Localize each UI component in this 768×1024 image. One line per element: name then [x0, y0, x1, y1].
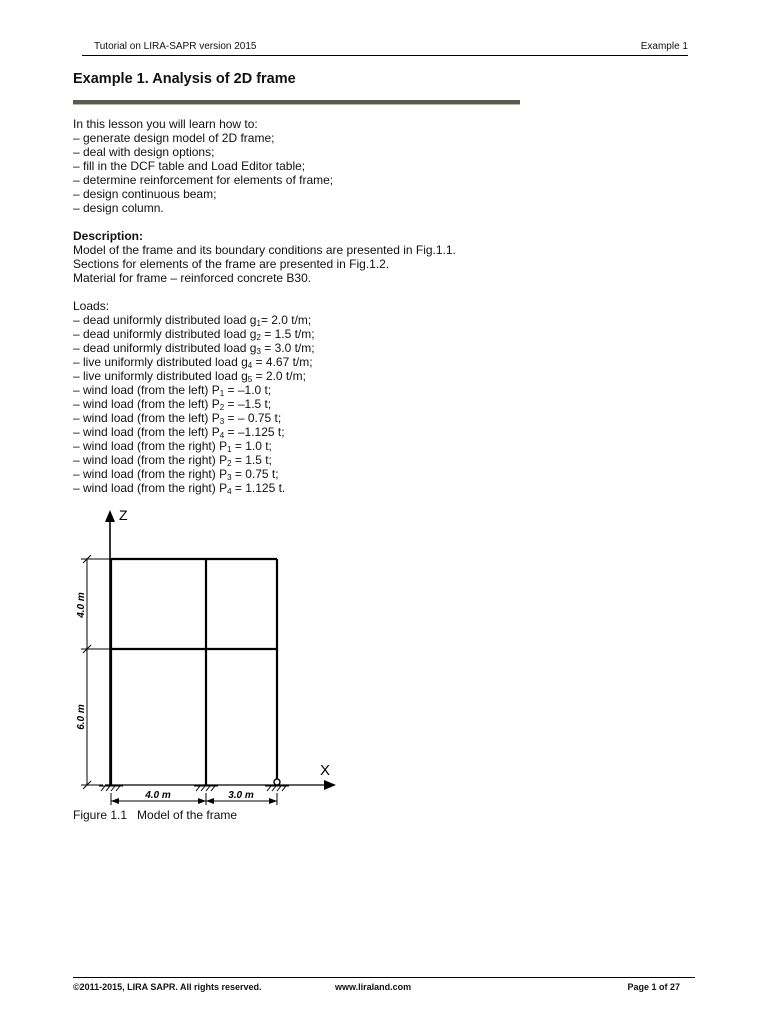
intro-line: – fill in the DCF table and Load Editor table;: [73, 159, 306, 173]
load-item: – wind load (from the left) $P_4 = -1.125$ t;: [73, 425, 285, 440]
intro-line: In this lesson you will learn how to:: [73, 117, 258, 131]
description-line: Model of the frame and its boundary conditions are presented in Fig.1.1.: [73, 243, 456, 257]
load-item: – wind load (from the left) $P_1 = -1.0$ t;: [73, 383, 272, 398]
dim-label-left-span: 4.0 m: [145, 790, 171, 801]
intro-line: – determine reinforcement for elements of frame;: [73, 173, 334, 187]
load-item: – wind load (from the right) $P_2 = 1.5$ t;: [73, 453, 272, 468]
loads-list: [73, 313, 315, 495]
load-item: – wind load (from the left) $P_3$ = – 0.75 t;: [73, 411, 282, 426]
description-line: Material for frame – reinforced concrete B30.: [73, 271, 312, 285]
header-section: Example 1: [640, 41, 688, 52]
footer-website-link[interactable]: www.liraland.com: [335, 982, 412, 992]
intro-line: – deal with design options;: [73, 145, 215, 159]
vertical-dimension: [81, 555, 111, 789]
dim-label-right-span: 3.0 m: [228, 790, 254, 801]
x-axis-label: X: [320, 762, 331, 779]
figure-caption: [73, 808, 237, 822]
header-title: Tutorial on LIRA-SAPR version 2015: [94, 41, 257, 52]
figure-caption-text: Model of the frame: [137, 808, 238, 822]
dim-label-top: 4.0 m: [76, 592, 87, 618]
dim-arrow: [111, 798, 119, 804]
page-title: Example 1. Analysis of 2D frame: [73, 71, 296, 87]
z-axis-arrow: [105, 510, 115, 522]
description-heading: Description:: [73, 229, 144, 243]
loads-block: [73, 299, 315, 495]
load-item: – wind load (from the left) $P_2 = -1.5$ t;: [73, 397, 272, 412]
fixed-support-left: [99, 786, 123, 791]
dim-label-bottom: 6.0 m: [76, 704, 87, 730]
load-item: – dead uniformly distributed load $g_2 = 1.5$ t/m;: [73, 327, 315, 342]
dim-arrow: [206, 798, 214, 804]
intro-line: – design column.: [73, 201, 164, 215]
intro-line: – generate design model of 2D frame;: [73, 131, 275, 145]
intro-block: [73, 117, 333, 215]
description-block: [73, 229, 456, 285]
page-footer: [73, 977, 695, 996]
dim-arrow: [198, 798, 206, 804]
load-item: – dead uniformly distributed load $g_1= 2.0$ t/m;: [73, 313, 312, 328]
load-item: – wind load (from the right) $P_3 = 0.75$ t;: [73, 467, 279, 482]
description-line: Sections for elements of the frame are presented in Fig.1.2.: [73, 257, 390, 271]
dim-arrow: [269, 798, 277, 804]
load-item: – wind load (from the right) $P_4 = 1.125$ t.: [73, 481, 286, 496]
load-item: – dead uniformly distributed load $g_3 = 3.0$ t/m;: [73, 341, 315, 356]
frame-figure: [73, 505, 373, 810]
load-item: – live uniformly distributed load $g_4 = 4.67$ t/m;: [73, 355, 313, 370]
x-axis-arrow: [324, 780, 336, 790]
page-header: [82, 41, 688, 56]
load-item: – wind load (from the right) $P_1 = 1.0$ t;: [73, 439, 272, 454]
fixed-support-middle: [194, 786, 218, 791]
z-axis-label: Z: [119, 507, 128, 523]
title-rule: [73, 100, 520, 105]
footer-page-number: Page 1 of 27: [627, 982, 680, 992]
intro-line: – design continuous beam;: [73, 187, 217, 201]
figure-caption-number: Figure 1.1: [73, 808, 128, 822]
load-item: – live uniformly distributed load $g_5 = 2.0$ t/m;: [73, 369, 306, 384]
footer-copyright: ©2011-2015, LIRA SAPR. All rights reserved.: [73, 982, 262, 992]
frame-members: [111, 559, 277, 785]
loads-heading: Loads:: [73, 299, 110, 313]
